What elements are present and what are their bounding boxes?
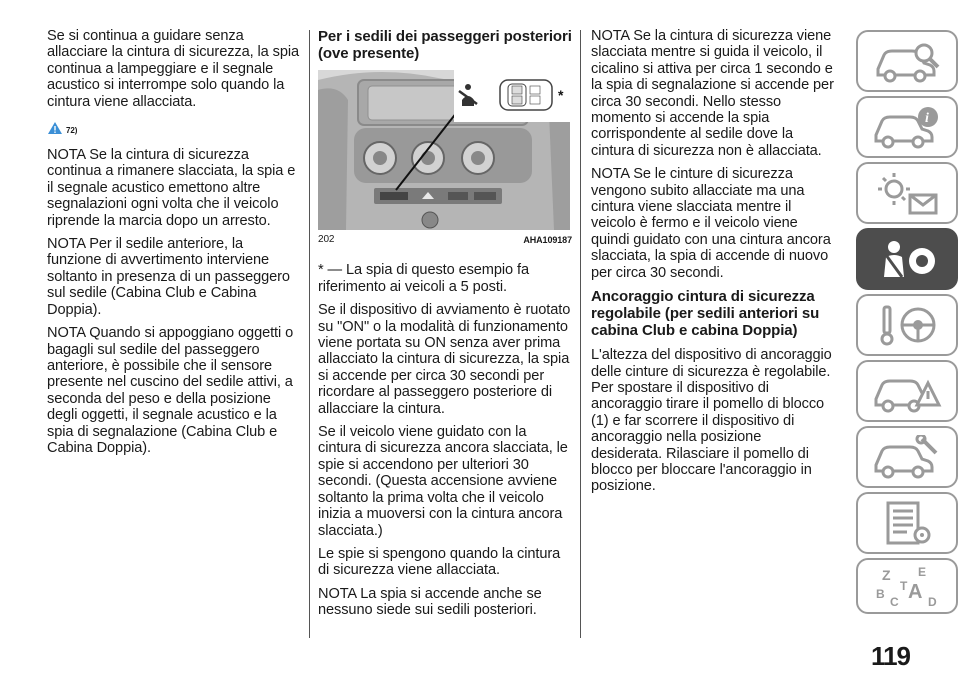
column-divider [580, 30, 581, 638]
column-3 [591, 28, 836, 502]
chapter-tab-technical-data[interactable] [856, 492, 958, 554]
svg-text:i: i [925, 111, 929, 126]
chapter-tab-emergency[interactable] [856, 360, 958, 422]
warning-reference [47, 117, 301, 135]
paragraph: * — La spia di questo esempio fa riferimento ai veicoli a 5 posti. [318, 262, 529, 295]
dashboard-figure [318, 70, 570, 230]
index-letter: Z [882, 567, 891, 583]
figure-number: 202 [318, 234, 335, 245]
note-paragraph: NOTA Se le cinture di sicurezza vengono subito allacciate ma una cintura viene slacciata mentre il veicolo è fermo e il veicolo viene quindi guidato con una cintura ancora slacciata, la spia di accende di nuovo per circa 30 secondi. [591, 166, 831, 281]
column-divider [309, 30, 310, 638]
note-paragraph: NOTA Se la cintura di sicurezza continua a rimanere slacciata, la spia e il segnale acustico emettono altre segnalazioni ogni volta che il veicolo riprende la marcia dopo un arresto. [47, 147, 296, 229]
warning-triangle-icon [47, 121, 63, 135]
page-number: 119 [871, 641, 910, 671]
paragraph: Se il veicolo viene guidato con la cintura di sicurezza ancora slacciata, le spie si accendono per ulteriori 30 secondi. (Questa accensione avviene soltanto la prima volta che il veicolo inizia a muoversi con la cintura ancora slacciata.) [318, 424, 568, 539]
car-service-icon [872, 435, 942, 479]
chapter-tabs [850, 30, 960, 608]
chapter-tab-maintenance[interactable] [856, 426, 958, 488]
paragraph: NOTA La spia si accende anche se nessuno siede sui sedili posteriori. [318, 585, 542, 619]
index-letter: E [918, 565, 927, 579]
column-1 [47, 28, 301, 463]
dashboard-illustration [318, 70, 570, 230]
chapter-tab-starting-driving[interactable] [856, 294, 958, 356]
car-warning-icon [872, 369, 942, 413]
note-paragraph: NOTA Per il sedile anteriore, la funzione di avvertimento interviene soltanto in presenza di un passeggero sul sedile (Cabina Club e Cabina Doppia). [47, 236, 290, 318]
seatbelt-airbag-icon [872, 237, 942, 281]
chapter-tab-index[interactable] [856, 558, 958, 614]
index-letter: B [876, 587, 885, 601]
column-2 [318, 28, 572, 626]
lights-message-icon [872, 171, 942, 215]
figure-caption [318, 232, 572, 248]
paragraph: Le spie si spengono quando la cintura di sicurezza viene allacciata. [318, 545, 561, 579]
car-search-icon [872, 39, 942, 83]
specs-list-icon [872, 501, 942, 545]
index-letter: T [900, 579, 908, 593]
car-info-icon [872, 105, 942, 149]
note-paragraph: NOTA Se la cintura di sicurezza viene slacciata mentre si guida il veicolo, il cicalino si attiva per circa 1 secondo e la spia di segnalazione si accende per circa 30 secondi. Nello stesso momento si accende la spia corrispondente al sedile dove la cintura di sicurezza non è allacciata. [591, 28, 834, 159]
chapter-tab-dashboard[interactable] [856, 96, 958, 158]
intro-paragraph: Se si continua a guidare senza allacciare la cintura di sicurezza, la spia continua a lampeggiare e il segnale acustico si interrompe solo quando la cintura viene allacciata. [47, 28, 300, 110]
section-heading: Ancoraggio cintura di sicurezza regolabile (per sedili anteriori su cabina Club e cabina Doppia) [591, 288, 820, 340]
index-letter: C [890, 595, 899, 608]
paragraph: Se il dispositivo di avviamento è ruotato su "ON" o la modalità di funzionamento viene portata su ON senza aver prima allacciato la cintura di sicurezza, la spia si accende per circa 30 secondi per ricordare al passeggero posteriore di allacciare la cintura. [318, 302, 571, 417]
steering-key-icon [872, 303, 942, 347]
chapter-tab-vehicle-knowledge[interactable] [856, 30, 958, 92]
index-az-icon [872, 564, 942, 608]
chapter-tab-lights-messages[interactable] [856, 162, 958, 224]
figure-code: AHA109187 [523, 235, 572, 245]
note-paragraph: NOTA Quando si appoggiano oggetti o bagagli sul sedile del passeggero anteriore, è possibile che il sensore presente nel cuscino del sedile attivi, a seconda del peso e della posizione degli oggetti, il segnale acustico e la spia di segnalazione (Cabina Club e Cabina Doppia). [47, 325, 294, 456]
paragraph: L'altezza del dispositivo di ancoraggio delle cinture di sicurezza è regolabile. Per spostare il dispositivo di ancoraggio tirare il pomello di blocco (1) e far scorrere il dispositivo di ancoraggio nella posizione desiderata. Rilasciare il pomello di blocco per bloccare l'ancoraggio in posizione. [591, 347, 832, 495]
index-letter: A [908, 581, 923, 603]
chapter-tab-safety[interactable] [856, 228, 958, 290]
figure-asterisk: * [558, 87, 564, 103]
section-heading: Per i sedili dei passeggeri posteriori (ove presente) [318, 28, 572, 62]
warning-reference-number: 72) [66, 126, 78, 136]
index-letter: D [928, 595, 937, 608]
